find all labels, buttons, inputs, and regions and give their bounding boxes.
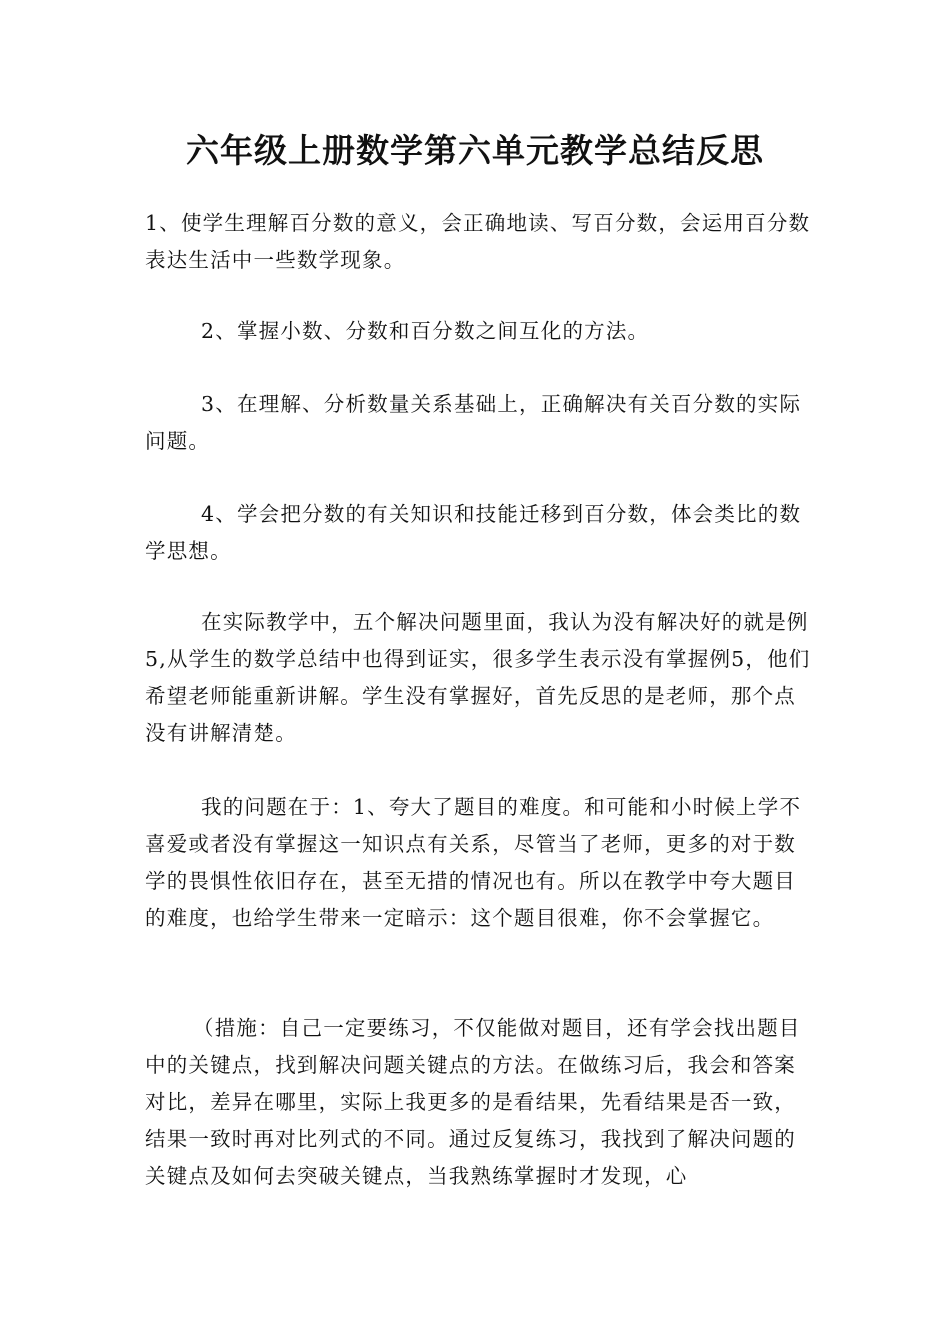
paragraph-teaching-reflection: 在实际教学中，五个解决问题里面，我认为没有解决好的就是例5,从学生的数学总结中也得到证实，很多学生表示没有掌握例5，他们希望老师能重新讲解。学生没有掌握好，首先反思的是老师，那个点没有讲解清楚。 — [145, 610, 811, 745]
paragraph-goal-1: 1、使学生理解百分数的意义，会正确地读、写百分数，会运用百分数表达生活中一些数学现象。 — [145, 211, 811, 272]
paragraph-goal-2: 2、掌握小数、分数和百分数之间互化的方法。 — [201, 319, 650, 343]
paragraph-measures: （措施：自己一定要练习，不仅能做对题目，还有学会找出题目中的关键点，找到解决问题关键点的方法。在做练习后，我会和答案对比，差异在哪里，实际上我更多的是看结果，先看结果是否一致，结果一致时再对比列式的不同。通过反复练习，我找到了解决问题的关键点及如何去突破关键点，当我熟练掌握时才发现，心 — [145, 1016, 801, 1188]
paragraph-goal-4: 4、学会把分数的有关知识和技能迁移到百分数，体会类比的数学思想。 — [145, 502, 802, 563]
document-title: 六年级上册数学第六单元教学总结反思 — [186, 131, 764, 170]
paragraph-goal-3: 3、在理解、分析数量关系基础上，正确解决有关百分数的实际问题。 — [145, 392, 802, 453]
paragraph-problem: 我的问题在于：1、夸大了题目的难度。和可能和小时候上学不喜爱或者没有掌握这一知识点有关系，尽管当了老师，更多的对于数学的畏惧性依旧存在，甚至无措的情况也有。所以在教学中夸大题目的难度，也给学生带来一定暗示：这个题目很难，你不会掌握它。 — [145, 795, 802, 930]
